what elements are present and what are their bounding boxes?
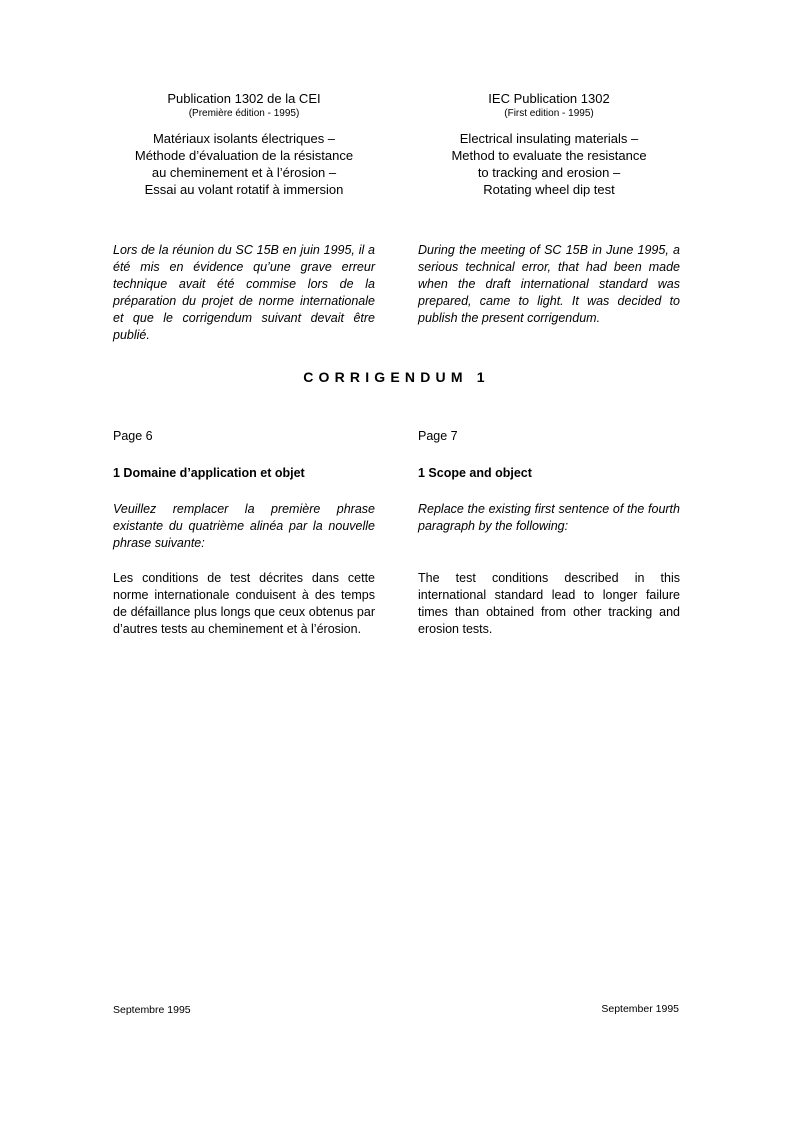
title-fr	[113, 130, 375, 198]
intro-en: During the meeting of SC 15B in June 1995, a serious technical error, that had been made when the draft international standard was prepared, came to light. It was decided to publish the present corrigendum.	[418, 243, 680, 325]
footer-date-fr: Septembre 1995	[113, 1004, 191, 1016]
title-line: Method to evaluate the resistance	[451, 148, 647, 163]
page-label-fr: Page 6	[113, 429, 153, 443]
title-line: Rotating wheel dip test	[483, 182, 615, 197]
edition-fr: (Première édition - 1995)	[188, 108, 300, 119]
replacement-text-en: The test conditions described in this international standard lead to longer failure times than obtained from other tracking and erosion tests.	[418, 571, 680, 636]
publication-fr: Publication 1302 de la CEI	[167, 91, 321, 106]
publication-en: IEC Publication 1302	[488, 91, 610, 106]
edition-en: (First edition - 1995)	[504, 108, 594, 119]
instruction-fr: Veuillez remplacer la première phrase existante du quatrième alinéa par la nouvelle phrase suivante:	[113, 502, 375, 550]
title-line: to tracking and erosion –	[477, 165, 621, 180]
title-line: Méthode d’évaluation de la résistance	[134, 148, 354, 163]
intro-fr: Lors de la réunion du SC 15B en juin 1995, il a été mis en évidence qu’une grave erreur technique avait été commise lors de la préparation du projet de norme internationale et que le corrigendum suivant devait être publié.	[113, 243, 375, 342]
title-line: au cheminement et à l’érosion –	[151, 165, 337, 180]
header-en	[418, 91, 680, 198]
replacement-text-fr: Les conditions de test décrites dans cette norme internationale conduisent à des temps de défaillance plus longs que ceux obtenus par d’autres tests au cheminement et à l’érosion.	[113, 571, 375, 636]
title-line: Electrical insulating materials –	[459, 131, 639, 146]
footer-date-en: September 1995	[601, 1003, 679, 1015]
title-line: Matériaux isolants électriques –	[152, 131, 336, 146]
section-heading-fr: 1 Domaine d’application et objet	[113, 466, 305, 480]
instruction-en: Replace the existing first sentence of the fourth paragraph by the following:	[418, 502, 680, 533]
title-line: Essai au volant rotatif à immersion	[144, 182, 344, 197]
header-fr	[113, 91, 375, 198]
page-label-en: Page 7	[418, 429, 458, 443]
section-heading-en: 1 Scope and object	[418, 466, 532, 480]
title-en	[418, 130, 680, 198]
corrigendum-title: CORRIGENDUM 1	[303, 369, 490, 385]
